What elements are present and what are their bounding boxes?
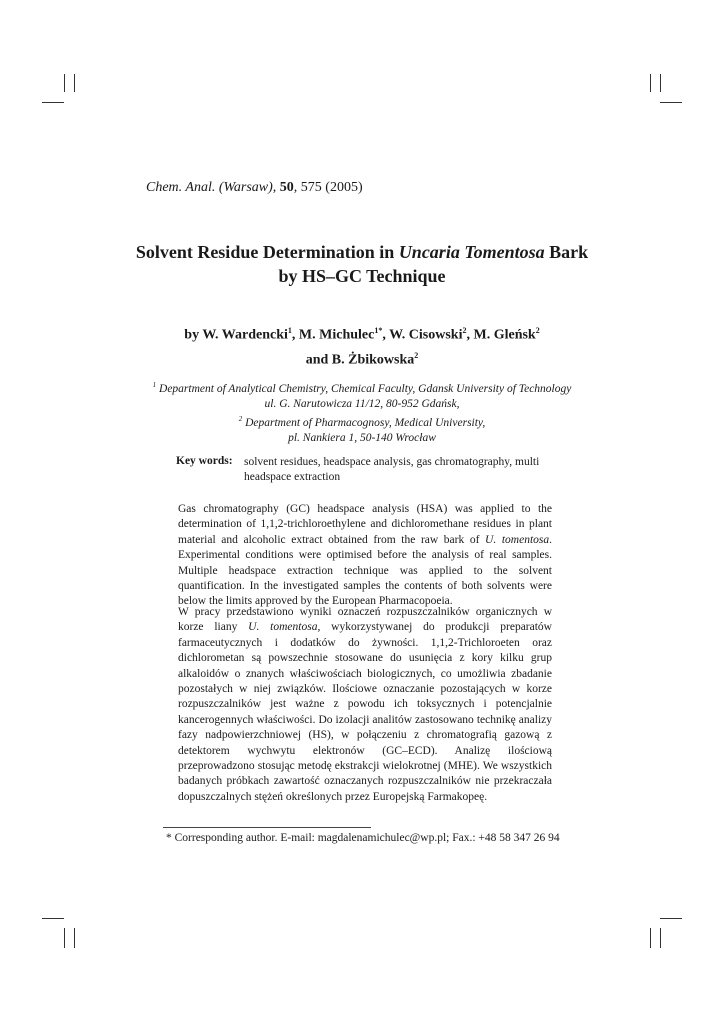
crop-mark — [74, 74, 75, 92]
affiliation-line: ul. G. Narutowicza 11/12, 80-952 Gdańsk, — [264, 397, 460, 410]
crop-mark — [64, 74, 65, 92]
journal-citation — [146, 180, 363, 196]
crop-mark — [42, 918, 64, 919]
author: , M. Michulec — [291, 327, 375, 343]
species-name: U. tomentosa — [485, 533, 550, 546]
crop-mark — [660, 928, 661, 948]
author-affil-mark: 2 — [535, 326, 540, 335]
affil-mark: 2 — [238, 414, 243, 423]
title-species: Uncaria Tomentosa — [398, 242, 545, 262]
abstract-text: W pracy przedstawiono wyniki oznaczeń rozpuszczalników organicznych w korze liany — [178, 606, 552, 634]
author-affil-mark: 1* — [374, 326, 383, 335]
author-list — [0, 321, 724, 370]
affiliations — [150, 378, 574, 446]
affiliation-line: pl. Nankiera 1, 50-140 Wrocław — [288, 431, 436, 444]
crop-mark — [650, 928, 651, 948]
affiliation-line: Department of Analytical Chemistry, Chemical Faculty, Gdansk University of Technology — [156, 382, 572, 395]
author-affil-mark: 2 — [414, 350, 419, 360]
abstract-text: , wykorzystywanej do produkcji preparatów farmaceutycznych i dodatków do żywności. 1,1,2-Trichloroeten oraz dichlorometan są powszechnie stosowane do usunięcia z kory kilku grup alkaloidów o znanych właściwościach biologicznych, co umożliwia zbadanie pozostałych w niej związków. Ilościowe oznaczanie pozostających w korze rozpuszczalników jest ważne z powodu ich toksycznych i potencjalnie kancerogennych właściwości. Do izolacji analitów zastosowano technikę analizy fazy nadpowierzchniowej (HS), w połączeniu z chromatografią gazową z detektorem wychwytu elektronów (GC–ECD). Analizę ilościową przeprowadzono stosując metodę ekstrakcji wielokrotnej (MHE). We wszystkich badanych próbkach zawartość oznaczanych rozpuszczalników nie przekraczała dopuszczalnych stężeń określonych przez Europejską Farmakopeę. — [178, 621, 552, 803]
species-name: U. tomentosa — [248, 621, 318, 634]
abstract-text: . Experimental conditions were optimised before the analysis of real samples. Multiple headspace extraction technique was applied to the solvent quantification. In the investigated samples the contents of both solvents were below the limits approved by the European Pharmacopoeia. — [178, 533, 552, 608]
title-text-end: Bark — [544, 242, 589, 262]
crop-mark — [42, 102, 64, 103]
title-line2: by HS–GC Technique — [278, 266, 446, 286]
crop-mark — [660, 102, 682, 103]
crop-mark — [660, 918, 682, 919]
title-text: Solvent Residue Determination in — [135, 242, 399, 262]
journal-name: Chem. Anal. (Warsaw), — [146, 180, 277, 195]
crop-mark — [650, 74, 651, 92]
crop-mark — [74, 928, 75, 948]
author-affil-mark: 2 — [462, 326, 467, 335]
author: by W. Wardencki — [184, 327, 288, 343]
author: , M. Gleńsk — [466, 327, 536, 343]
footnote: * Corresponding author. E-mail: magdalenamichulec@wp.pl; Fax.: +48 58 347 26 94 — [166, 832, 560, 844]
footnote-rule — [163, 827, 371, 828]
abstract-polish — [178, 605, 552, 805]
author-affil-mark: 1 — [287, 326, 292, 335]
abstract-english — [178, 502, 552, 610]
journal-volume: 50 — [279, 180, 294, 195]
crop-mark — [64, 928, 65, 948]
affil-mark: 1 — [152, 381, 157, 389]
keywords-label: Key words: — [176, 455, 233, 467]
journal-pages: , 575 (2005) — [293, 180, 363, 195]
crop-mark — [660, 74, 661, 92]
paper-title — [0, 240, 724, 288]
abstract-text: Gas chromatography (GC) headspace analysis (HSA) was applied to the determination of 1,1,2-trichloroethylene and dichloromethane residues in plant material and alcoholic extract obtained from the raw bark of — [178, 503, 552, 546]
author: and B. Żbikowska — [305, 352, 415, 368]
affiliation-line: Department of Pharmacognosy, Medical University, — [242, 416, 486, 429]
keywords-text: solvent residues, headspace analysis, gas chromatography, multi headspace extraction — [244, 456, 540, 483]
author: , W. Cisowski — [382, 327, 463, 343]
